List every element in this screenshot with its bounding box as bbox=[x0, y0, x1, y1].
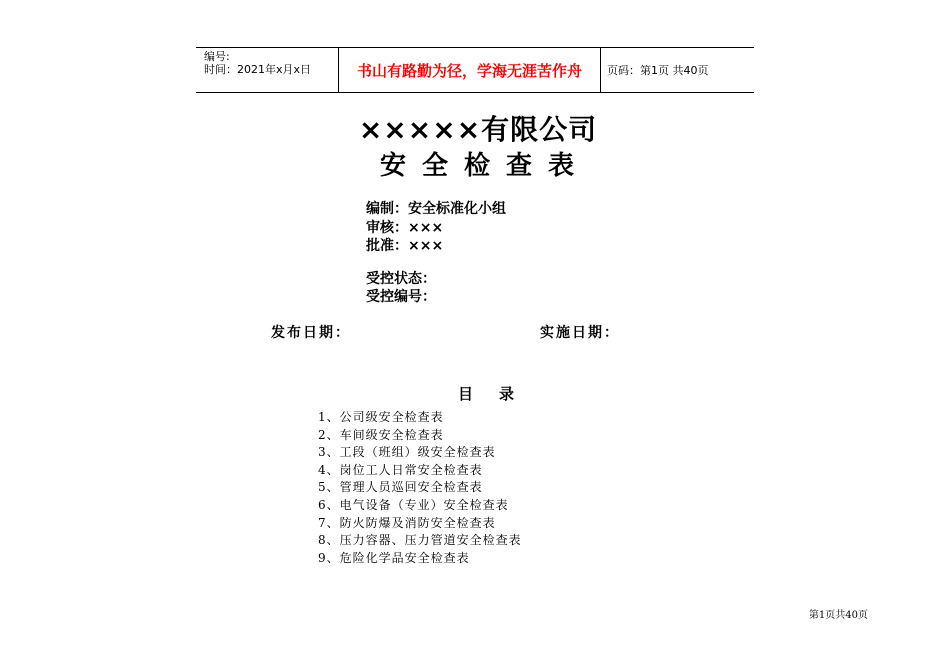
editor-row bbox=[366, 198, 506, 218]
toc-title: 目录 bbox=[458, 385, 541, 403]
release-date-label: 发布日期： bbox=[271, 325, 351, 341]
toc-item: 9、危险化学品安全检查表 bbox=[318, 550, 470, 565]
control-status-row bbox=[366, 268, 436, 288]
approver-label: 批准： bbox=[366, 238, 408, 254]
toc-item: 8、压力容器、压力管道安全检查表 bbox=[318, 533, 522, 548]
header-meta bbox=[196, 48, 339, 92]
editor-value: 安全标准化小组 bbox=[408, 201, 506, 217]
page-header bbox=[196, 47, 754, 93]
document-title: 安全检查表 bbox=[379, 151, 590, 181]
effective-date-label: 实施日期： bbox=[540, 325, 620, 341]
approver-value: ××× bbox=[408, 238, 444, 254]
time-label: 时间：2021年x月x日 bbox=[204, 63, 312, 76]
reviewer-row bbox=[366, 217, 443, 237]
header-motto: 书山有路勤为径，学海无涯苦作舟 bbox=[339, 48, 601, 92]
toc-item: 5、管理人员巡回安全检查表 bbox=[318, 480, 483, 495]
approver-row bbox=[366, 235, 443, 255]
control-number-row bbox=[366, 286, 436, 306]
footer-page-number: 第1页共40页 bbox=[808, 610, 868, 621]
toc-item: 6、电气设备（专业）安全检查表 bbox=[318, 497, 509, 512]
toc-item: 1、公司级安全检查表 bbox=[318, 410, 444, 424]
toc-item: 4、岗位工人日常安全检查表 bbox=[318, 462, 483, 477]
control-status-label: 受控状态： bbox=[366, 271, 436, 287]
reviewer-value: ××× bbox=[408, 220, 444, 236]
toc-item: 3、工段（班组）级安全检查表 bbox=[318, 445, 496, 460]
toc-item: 2、车间级安全检查表 bbox=[318, 427, 444, 442]
toc-list bbox=[318, 409, 522, 567]
header-page-info: 页码：第1页 共40页 bbox=[607, 64, 709, 77]
control-number-label: 受控编号： bbox=[366, 289, 436, 305]
reviewer-label: 审核： bbox=[366, 220, 408, 236]
toc-item: 7、防火防爆及消防安全检查表 bbox=[318, 515, 496, 530]
editor-label: 编制： bbox=[366, 201, 408, 217]
company-title: ×××××有限公司 bbox=[358, 113, 598, 146]
number-label: 编号: bbox=[204, 50, 230, 63]
